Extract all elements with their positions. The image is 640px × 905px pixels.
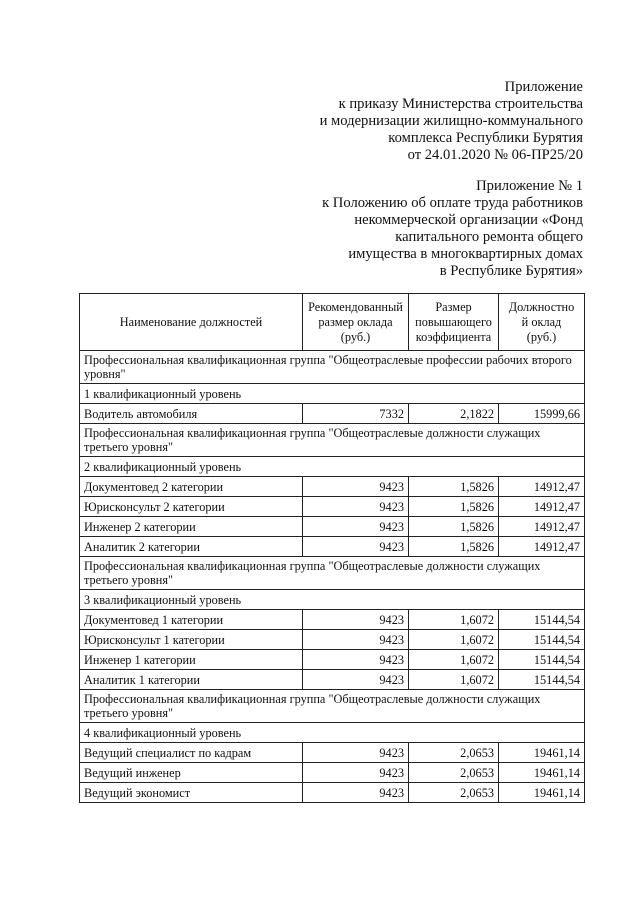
header-line: имущества в многоквартирных домах [348,246,583,262]
qualification-level-label: 3 квалификационный уровень [80,590,585,610]
coefficient-cell: 2,0653 [409,743,499,763]
coefficient-cell: 1,5826 [409,477,499,497]
table-row [80,743,585,763]
coefficient-cell: 1,6072 [409,650,499,670]
coefficient-cell: 2,0653 [409,763,499,783]
column-header-line: (руб.) [340,329,371,344]
header-line: в Республике Бурятия» [439,263,583,279]
position-name-cell: Инженер 1 категории [80,650,303,670]
position-name-cell: Аналитик 2 категории [80,537,303,557]
table-row [80,630,585,650]
recommended-salary-cell: 9423 [303,517,409,537]
official-salary-cell: 15144,54 [499,610,585,630]
qualification-level-label: 2 квалификационный уровень [80,457,585,477]
qualification-level-row [80,457,585,477]
recommended-salary-cell: 9423 [303,650,409,670]
qualification-group-row [80,351,585,384]
position-name-cell: Документовед 2 категории [80,477,303,497]
column-header-position [80,294,303,351]
header-line: и модернизации жилищно-коммунального [319,113,583,129]
coefficient-cell: 2,0653 [409,783,499,803]
recommended-salary-cell: 9423 [303,783,409,803]
salary-table [79,293,585,803]
recommended-salary-cell: 9423 [303,537,409,557]
header-line: от 24.01.2020 № 06-ПР25/20 [407,147,583,163]
table-row [80,610,585,630]
table-row [80,497,585,517]
table-row [80,670,585,690]
official-salary-cell: 14912,47 [499,497,585,517]
recommended-salary-cell: 9423 [303,477,409,497]
header-line: Приложение [504,79,583,95]
coefficient-cell: 1,6072 [409,630,499,650]
position-name-cell: Ведущий специалист по кадрам [80,743,303,763]
qualification-level-label: 1 квалификационный уровень [80,384,585,404]
column-header-official-salary [499,294,585,351]
coefficient-cell: 1,5826 [409,497,499,517]
qualification-group-row [80,424,585,457]
column-header-line: Рекомендованный [308,299,403,314]
recommended-salary-cell: 9423 [303,630,409,650]
position-name-cell: Юрисконсульт 2 категории [80,497,303,517]
qualification-group-title: Профессиональная квалификационная группа "Общеотраслевые профессии рабочих второго уровня" [80,351,585,384]
qualification-level-row [80,723,585,743]
table-row [80,517,585,537]
table-row [80,763,585,783]
column-header-line: Должностно [508,299,575,314]
official-salary-cell: 14912,47 [499,517,585,537]
table-row [80,783,585,803]
column-header-line: (руб.) [526,329,557,344]
position-name-cell: Водитель автомобиля [80,404,303,424]
table-row [80,537,585,557]
position-name-cell: Ведущий инженер [80,763,303,783]
official-salary-cell: 19461,14 [499,743,585,763]
qualification-level-label: 4 квалификационный уровень [80,723,585,743]
header-line: некоммерческой организации «Фонд [354,212,583,228]
appendix-header-order [320,79,583,164]
official-salary-cell: 15999,66 [499,404,585,424]
column-header-recommended-salary [303,294,409,351]
header-line: Приложение № 1 [476,178,583,194]
column-header-coefficient [409,294,499,351]
column-header-line: коэффициента [415,329,492,344]
column-header-line: Размер [435,299,472,314]
official-salary-cell: 14912,47 [499,537,585,557]
column-header-line: повышающего [415,314,492,329]
coefficient-cell: 1,5826 [409,537,499,557]
table-header-row [80,294,585,351]
header-line: к приказу Министерства строительства [338,96,583,112]
official-salary-cell: 14912,47 [499,477,585,497]
table-row [80,477,585,497]
recommended-salary-cell: 9423 [303,743,409,763]
qualification-level-row [80,384,585,404]
qualification-group-title: Профессиональная квалификационная группа "Общеотраслевые должности служащих третьего уровня" [80,424,585,457]
column-header-line: й оклад [521,314,562,329]
coefficient-cell: 2,1822 [409,404,499,424]
qualification-level-row [80,590,585,610]
official-salary-cell: 19461,14 [499,763,585,783]
recommended-salary-cell: 9423 [303,670,409,690]
table-row [80,650,585,670]
position-name-cell: Аналитик 1 категории [80,670,303,690]
recommended-salary-cell: 9423 [303,497,409,517]
qualification-group-row [80,690,585,723]
qualification-group-row [80,557,585,590]
table-row [80,404,585,424]
recommended-salary-cell: 9423 [303,610,409,630]
column-header-line: размер оклада [318,314,393,329]
official-salary-cell: 19461,14 [499,783,585,803]
position-name-cell: Юрисконсульт 1 категории [80,630,303,650]
qualification-group-title: Профессиональная квалификационная группа "Общеотраслевые должности служащих третьего уровня" [80,557,585,590]
position-name-cell: Инженер 2 категории [80,517,303,537]
header-line: капитального ремонта общего [395,229,583,245]
position-name-cell: Документовед 1 категории [80,610,303,630]
coefficient-cell: 1,6072 [409,670,499,690]
recommended-salary-cell: 9423 [303,763,409,783]
column-header-line: Наименование должностей [119,314,263,329]
official-salary-cell: 15144,54 [499,630,585,650]
recommended-salary-cell: 7332 [303,404,409,424]
header-line: к Положению об оплате труда работников [322,195,583,211]
qualification-group-title: Профессиональная квалификационная группа "Общеотраслевые должности служащих третьего уровня" [80,690,585,723]
header-line: комплекса Республики Бурятия [388,130,583,146]
official-salary-cell: 15144,54 [499,650,585,670]
coefficient-cell: 1,6072 [409,610,499,630]
coefficient-cell: 1,5826 [409,517,499,537]
official-salary-cell: 15144,54 [499,670,585,690]
appendix-header-regulation [322,178,583,280]
position-name-cell: Ведущий экономист [80,783,303,803]
